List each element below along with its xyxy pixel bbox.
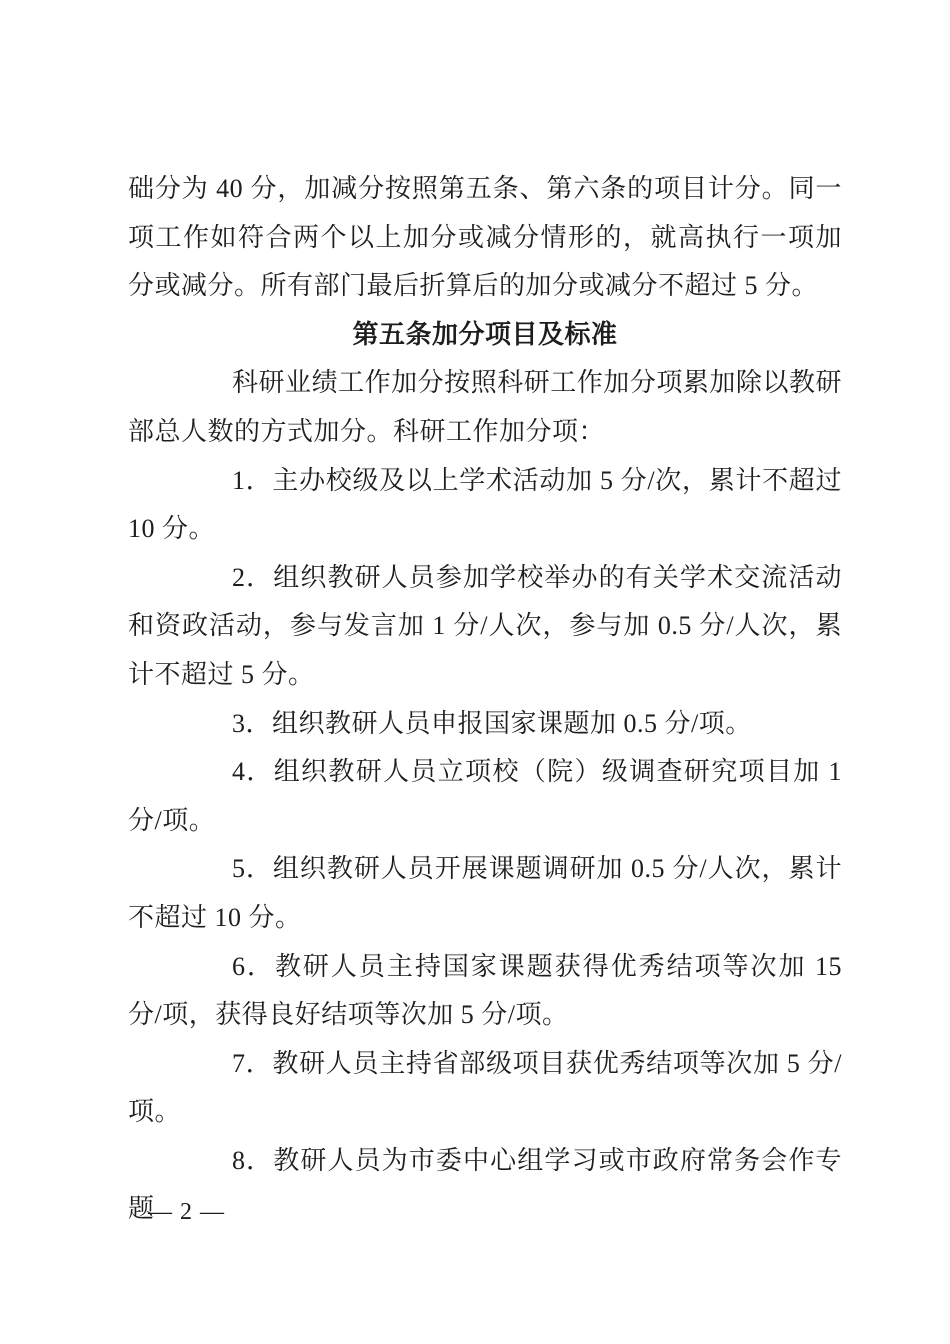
paragraph-scoring-method: 科研业绩工作加分按照科研工作加分项累加除以教研部总人数的方式加分。科研工作加分项： — [128, 368, 842, 446]
page-number: — 2 — — [148, 1199, 225, 1225]
list-item-6: 6．教研人员主持国家课题获得优秀结项等次加 15 分/项，获得良好结项等次加 5 分/项。 — [128, 951, 842, 1030]
section-heading: 第五条加分项目及标准 — [352, 319, 618, 349]
list-item-5: 5．组织教研人员开展课题调研加 0.5 分/人次，累计不超过 10 分。 — [128, 854, 842, 932]
list-item-8: 8．教研人员为市委中心组学习或市政府常务会作专题 — [128, 1145, 842, 1224]
paragraph-intro-continuation: 础分为 40 分，加减分按照第五条、第六条的项目计分。同一项工作如符合两个以上加分或减分情形的，就高执行一项加分或减分。所有部门最后折算后的加分或减分不超过 5 分。 — [128, 174, 842, 301]
list-item-2: 2．组织教研人员参加学校举办的有关学术交流活动和资政活动，参与发言加 1 分/人次，参与加 0.5 分/人次，累计不超过 5 分。 — [128, 562, 842, 689]
list-item-3: 3．组织教研人员申报国家课题加 0.5 分/项。 — [232, 708, 752, 738]
list-item-1: 1．主办校级及以上学术活动加 5 分/次，累计不超过 10 分。 — [128, 465, 842, 544]
list-item-4: 4．组织教研人员立项校（院）级调查研究项目加 1 分/项。 — [128, 757, 842, 835]
list-item-7: 7．教研人员主持省部级项目获优秀结项等次加 5 分/项。 — [128, 1048, 842, 1127]
